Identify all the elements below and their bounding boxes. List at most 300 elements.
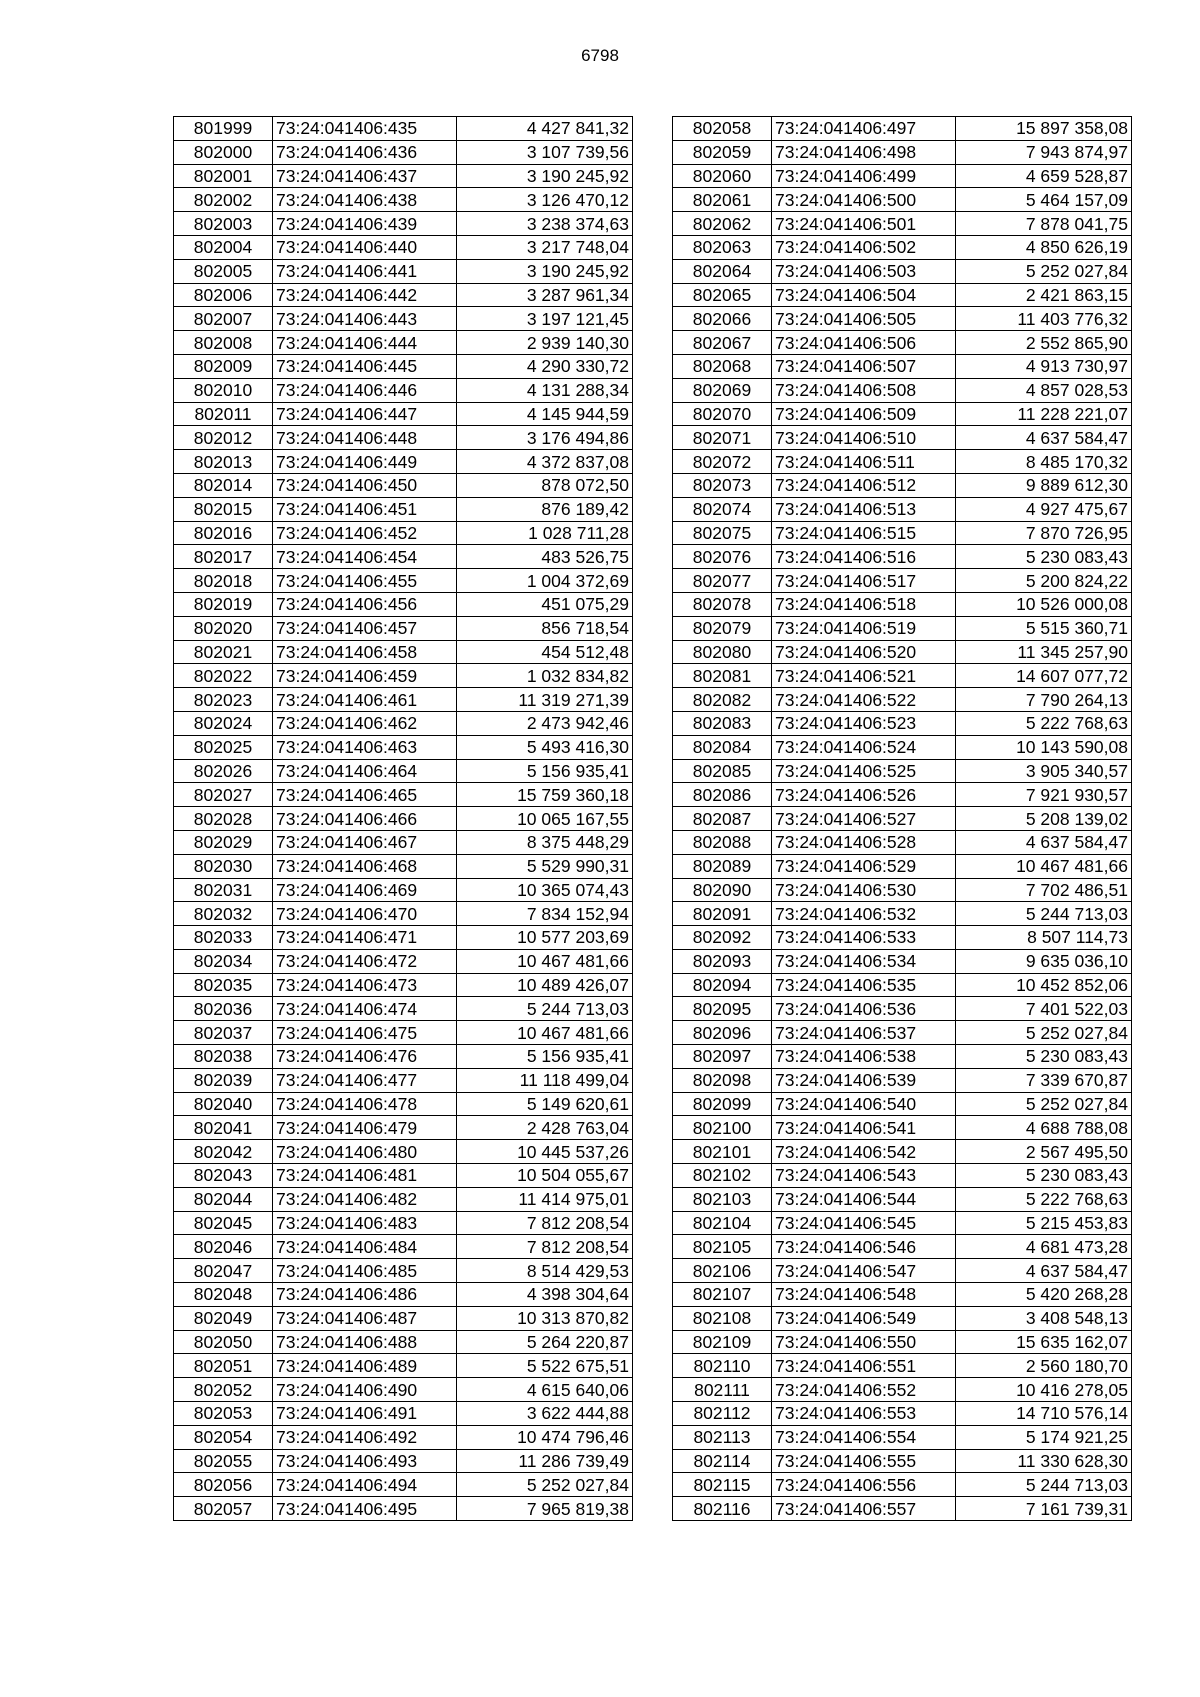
parcel-number-cell: 802035 <box>174 973 273 997</box>
table-row <box>174 926 633 950</box>
parcel-number-cell: 802018 <box>174 569 273 593</box>
parcel-number-cell: 802085 <box>673 759 772 783</box>
parcel-number-cell: 802015 <box>174 497 273 521</box>
table-row <box>673 164 1132 188</box>
value-cell: 5 156 935,41 <box>457 759 633 783</box>
table-row <box>174 783 633 807</box>
value-cell: 4 427 841,32 <box>457 117 633 141</box>
cadastral-number-cell: 73:24:041406:509 <box>772 402 956 426</box>
table-row <box>174 640 633 664</box>
value-cell: 7 812 208,54 <box>457 1211 633 1235</box>
value-cell: 10 365 074,43 <box>457 878 633 902</box>
value-cell: 5 493 416,30 <box>457 735 633 759</box>
value-cell: 3 176 494,86 <box>457 426 633 450</box>
parcel-number-cell: 802031 <box>174 878 273 902</box>
value-cell: 4 850 626,19 <box>956 235 1132 259</box>
value-cell: 4 637 584,47 <box>956 426 1132 450</box>
parcel-number-cell: 802057 <box>174 1497 273 1521</box>
cadastral-number-cell: 73:24:041406:544 <box>772 1187 956 1211</box>
cadastral-number-cell: 73:24:041406:466 <box>273 807 457 831</box>
cadastral-number-cell: 73:24:041406:502 <box>772 235 956 259</box>
value-cell: 856 718,54 <box>457 616 633 640</box>
table-row <box>174 1187 633 1211</box>
cadastral-number-cell: 73:24:041406:527 <box>772 807 956 831</box>
parcel-number-cell: 802080 <box>673 640 772 664</box>
value-cell: 10 577 203,69 <box>457 926 633 950</box>
cadastral-number-cell: 73:24:041406:556 <box>772 1473 956 1497</box>
cadastral-number-cell: 73:24:041406:440 <box>273 235 457 259</box>
parcel-number-cell: 802000 <box>174 140 273 164</box>
parcel-number-cell: 802016 <box>174 521 273 545</box>
parcel-number-cell: 802065 <box>673 283 772 307</box>
cadastral-number-cell: 73:24:041406:462 <box>273 711 457 735</box>
cadastral-number-cell: 73:24:041406:478 <box>273 1092 457 1116</box>
cadastral-number-cell: 73:24:041406:513 <box>772 497 956 521</box>
table-row <box>174 878 633 902</box>
table-row <box>673 1402 1132 1426</box>
parcel-number-cell: 802040 <box>174 1092 273 1116</box>
table-row <box>673 783 1132 807</box>
value-cell: 10 143 590,08 <box>956 735 1132 759</box>
parcel-number-cell: 802113 <box>673 1425 772 1449</box>
cadastral-number-cell: 73:24:041406:438 <box>273 188 457 212</box>
cadastral-number-cell: 73:24:041406:553 <box>772 1402 956 1426</box>
table-row <box>174 259 633 283</box>
parcel-number-cell: 802046 <box>174 1235 273 1259</box>
table-row <box>673 1187 1132 1211</box>
table-row <box>174 1497 633 1521</box>
cadastral-number-cell: 73:24:041406:508 <box>772 378 956 402</box>
value-cell: 5 252 027,84 <box>457 1473 633 1497</box>
cadastral-number-cell: 73:24:041406:488 <box>273 1330 457 1354</box>
table-row <box>673 1164 1132 1188</box>
table-row <box>174 140 633 164</box>
table-row <box>673 1306 1132 1330</box>
table-row <box>673 1473 1132 1497</box>
table-row <box>174 569 633 593</box>
table-row <box>673 1211 1132 1235</box>
table-row <box>174 1164 633 1188</box>
parcel-number-cell: 802033 <box>174 926 273 950</box>
parcel-number-cell: 802116 <box>673 1497 772 1521</box>
value-cell: 876 189,42 <box>457 497 633 521</box>
parcel-number-cell: 802064 <box>673 259 772 283</box>
parcel-number-cell: 802041 <box>174 1116 273 1140</box>
parcel-number-cell: 802078 <box>673 592 772 616</box>
table-row <box>174 902 633 926</box>
table-row <box>174 1354 633 1378</box>
parcel-number-cell: 802003 <box>174 212 273 236</box>
table-row <box>673 354 1132 378</box>
cadastral-number-cell: 73:24:041406:457 <box>273 616 457 640</box>
table-row <box>673 830 1132 854</box>
cadastral-number-cell: 73:24:041406:485 <box>273 1259 457 1283</box>
value-cell: 7 812 208,54 <box>457 1235 633 1259</box>
parcel-number-cell: 802093 <box>673 949 772 973</box>
value-cell: 11 228 221,07 <box>956 402 1132 426</box>
cadastral-number-cell: 73:24:041406:542 <box>772 1140 956 1164</box>
cadastral-number-cell: 73:24:041406:552 <box>772 1378 956 1402</box>
cadastral-number-cell: 73:24:041406:529 <box>772 854 956 878</box>
table-row <box>174 1259 633 1283</box>
value-cell: 4 637 584,47 <box>956 1259 1132 1283</box>
table-row <box>174 949 633 973</box>
parcel-number-cell: 802004 <box>174 235 273 259</box>
parcel-number-cell: 802023 <box>174 688 273 712</box>
table-row <box>673 473 1132 497</box>
value-cell: 8 485 170,32 <box>956 450 1132 474</box>
parcel-number-cell: 802094 <box>673 973 772 997</box>
table-row <box>174 497 633 521</box>
table-row <box>174 545 633 569</box>
value-cell: 14 607 077,72 <box>956 664 1132 688</box>
value-cell: 2 473 942,46 <box>457 711 633 735</box>
table-row <box>174 331 633 355</box>
cadastral-number-cell: 73:24:041406:461 <box>273 688 457 712</box>
value-cell: 5 464 157,09 <box>956 188 1132 212</box>
parcel-number-cell: 802088 <box>673 830 772 854</box>
cadastral-number-cell: 73:24:041406:522 <box>772 688 956 712</box>
table-row <box>174 854 633 878</box>
parcel-number-cell: 802052 <box>174 1378 273 1402</box>
table-row <box>174 1068 633 1092</box>
value-cell: 1 032 834,82 <box>457 664 633 688</box>
cadastral-number-cell: 73:24:041406:524 <box>772 735 956 759</box>
value-cell: 5 252 027,84 <box>956 1021 1132 1045</box>
parcel-number-cell: 802007 <box>174 307 273 331</box>
parcel-number-cell: 802034 <box>174 949 273 973</box>
value-cell: 3 622 444,88 <box>457 1402 633 1426</box>
parcel-number-cell: 802110 <box>673 1354 772 1378</box>
cadastral-number-cell: 73:24:041406:489 <box>273 1354 457 1378</box>
parcel-number-cell: 802070 <box>673 402 772 426</box>
parcel-number-cell: 802028 <box>174 807 273 831</box>
cadastral-number-cell: 73:24:041406:454 <box>273 545 457 569</box>
value-cell: 7 965 819,38 <box>457 1497 633 1521</box>
parcel-number-cell: 802090 <box>673 878 772 902</box>
table-row <box>673 807 1132 831</box>
value-cell: 3 238 374,63 <box>457 212 633 236</box>
cadastral-number-cell: 73:24:041406:510 <box>772 426 956 450</box>
value-cell: 15 897 358,08 <box>956 117 1132 141</box>
value-cell: 7 921 930,57 <box>956 783 1132 807</box>
table-row <box>673 426 1132 450</box>
cadastral-number-cell: 73:24:041406:499 <box>772 164 956 188</box>
parcel-number-cell: 802063 <box>673 235 772 259</box>
value-cell: 2 428 763,04 <box>457 1116 633 1140</box>
value-cell: 5 215 453,83 <box>956 1211 1132 1235</box>
table-row <box>174 1425 633 1449</box>
table-row <box>673 735 1132 759</box>
cadastral-number-cell: 73:24:041406:441 <box>273 259 457 283</box>
parcel-number-cell: 802048 <box>174 1283 273 1307</box>
cadastral-number-cell: 73:24:041406:516 <box>772 545 956 569</box>
cadastral-number-cell: 73:24:041406:479 <box>273 1116 457 1140</box>
data-table-left <box>173 116 633 1521</box>
cadastral-number-cell: 73:24:041406:480 <box>273 1140 457 1164</box>
cadastral-number-cell: 73:24:041406:446 <box>273 378 457 402</box>
parcel-number-cell: 802056 <box>174 1473 273 1497</box>
parcel-number-cell: 802081 <box>673 664 772 688</box>
table-row <box>673 688 1132 712</box>
cadastral-number-cell: 73:24:041406:445 <box>273 354 457 378</box>
value-cell: 7 943 874,97 <box>956 140 1132 164</box>
cadastral-number-cell: 73:24:041406:437 <box>273 164 457 188</box>
cadastral-number-cell: 73:24:041406:451 <box>273 497 457 521</box>
cadastral-number-cell: 73:24:041406:538 <box>772 1045 956 1069</box>
cadastral-number-cell: 73:24:041406:515 <box>772 521 956 545</box>
parcel-number-cell: 802011 <box>174 402 273 426</box>
table-row <box>174 188 633 212</box>
cadastral-number-cell: 73:24:041406:464 <box>273 759 457 783</box>
cadastral-number-cell: 73:24:041406:537 <box>772 1021 956 1045</box>
cadastral-number-cell: 73:24:041406:473 <box>273 973 457 997</box>
value-cell: 3 408 548,13 <box>956 1306 1132 1330</box>
value-cell: 2 552 865,90 <box>956 331 1132 355</box>
table-row <box>673 997 1132 1021</box>
cadastral-number-cell: 73:24:041406:475 <box>273 1021 457 1045</box>
parcel-number-cell: 802008 <box>174 331 273 355</box>
table-row <box>673 902 1132 926</box>
parcel-number-cell: 802025 <box>174 735 273 759</box>
value-cell: 3 217 748,04 <box>457 235 633 259</box>
parcel-number-cell: 802010 <box>174 378 273 402</box>
value-cell: 11 286 739,49 <box>457 1449 633 1473</box>
table-row <box>673 949 1132 973</box>
parcel-number-cell: 802074 <box>673 497 772 521</box>
parcel-number-cell: 802049 <box>174 1306 273 1330</box>
table-row <box>673 307 1132 331</box>
table-row <box>673 378 1132 402</box>
value-cell: 5 264 220,87 <box>457 1330 633 1354</box>
value-cell: 5 515 360,71 <box>956 616 1132 640</box>
value-cell: 3 905 340,57 <box>956 759 1132 783</box>
cadastral-number-cell: 73:24:041406:530 <box>772 878 956 902</box>
table-row <box>673 664 1132 688</box>
table-row <box>673 1259 1132 1283</box>
cadastral-number-cell: 73:24:041406:506 <box>772 331 956 355</box>
value-cell: 10 504 055,67 <box>457 1164 633 1188</box>
value-cell: 4 857 028,53 <box>956 378 1132 402</box>
value-cell: 878 072,50 <box>457 473 633 497</box>
value-cell: 10 467 481,66 <box>457 1021 633 1045</box>
table-row <box>673 497 1132 521</box>
value-cell: 8 507 114,73 <box>956 926 1132 950</box>
parcel-number-cell: 802096 <box>673 1021 772 1045</box>
table-row <box>673 616 1132 640</box>
cadastral-number-cell: 73:24:041406:498 <box>772 140 956 164</box>
value-cell: 5 200 824,22 <box>956 569 1132 593</box>
table-row <box>673 1378 1132 1402</box>
parcel-number-cell: 802029 <box>174 830 273 854</box>
value-cell: 10 489 426,07 <box>457 973 633 997</box>
value-cell: 10 313 870,82 <box>457 1306 633 1330</box>
parcel-number-cell: 802102 <box>673 1164 772 1188</box>
parcel-number-cell: 802053 <box>174 1402 273 1426</box>
table-row <box>673 592 1132 616</box>
value-cell: 1 004 372,69 <box>457 569 633 593</box>
cadastral-number-cell: 73:24:041406:526 <box>772 783 956 807</box>
parcel-number-cell: 802038 <box>174 1045 273 1069</box>
parcel-number-cell: 802101 <box>673 1140 772 1164</box>
value-cell: 483 526,75 <box>457 545 633 569</box>
cadastral-number-cell: 73:24:041406:481 <box>273 1164 457 1188</box>
value-cell: 15 635 162,07 <box>956 1330 1132 1354</box>
parcel-number-cell: 802012 <box>174 426 273 450</box>
cadastral-number-cell: 73:24:041406:476 <box>273 1045 457 1069</box>
cadastral-number-cell: 73:24:041406:491 <box>273 1402 457 1426</box>
cadastral-number-cell: 73:24:041406:540 <box>772 1092 956 1116</box>
cadastral-number-cell: 73:24:041406:444 <box>273 331 457 355</box>
cadastral-number-cell: 73:24:041406:465 <box>273 783 457 807</box>
cadastral-number-cell: 73:24:041406:539 <box>772 1068 956 1092</box>
parcel-number-cell: 802001 <box>174 164 273 188</box>
parcel-number-cell: 802097 <box>673 1045 772 1069</box>
parcel-number-cell: 802112 <box>673 1402 772 1426</box>
parcel-number-cell: 802005 <box>174 259 273 283</box>
value-cell: 5 149 620,61 <box>457 1092 633 1116</box>
parcel-number-cell: 802009 <box>174 354 273 378</box>
table-row <box>174 735 633 759</box>
value-cell: 7 339 670,87 <box>956 1068 1132 1092</box>
table-row <box>174 711 633 735</box>
cadastral-number-cell: 73:24:041406:555 <box>772 1449 956 1473</box>
table-row <box>673 973 1132 997</box>
value-cell: 4 688 788,08 <box>956 1116 1132 1140</box>
table-row <box>174 212 633 236</box>
value-cell: 10 445 537,26 <box>457 1140 633 1164</box>
cadastral-number-cell: 73:24:041406:472 <box>273 949 457 973</box>
parcel-number-cell: 802104 <box>673 1211 772 1235</box>
value-cell: 1 028 711,28 <box>457 521 633 545</box>
table-row <box>174 1306 633 1330</box>
cadastral-number-cell: 73:24:041406:490 <box>273 1378 457 1402</box>
cadastral-number-cell: 73:24:041406:500 <box>772 188 956 212</box>
parcel-number-cell: 802059 <box>673 140 772 164</box>
table-row <box>673 759 1132 783</box>
parcel-number-cell: 802054 <box>174 1425 273 1449</box>
value-cell: 5 529 990,31 <box>457 854 633 878</box>
cadastral-number-cell: 73:24:041406:459 <box>273 664 457 688</box>
cadastral-number-cell: 73:24:041406:521 <box>772 664 956 688</box>
table-row <box>174 1021 633 1045</box>
cadastral-number-cell: 73:24:041406:452 <box>273 521 457 545</box>
cadastral-number-cell: 73:24:041406:528 <box>772 830 956 854</box>
parcel-number-cell: 802021 <box>174 640 273 664</box>
cadastral-number-cell: 73:24:041406:505 <box>772 307 956 331</box>
cadastral-number-cell: 73:24:041406:439 <box>273 212 457 236</box>
table-row <box>174 997 633 1021</box>
value-cell: 8 514 429,53 <box>457 1259 633 1283</box>
value-cell: 11 330 628,30 <box>956 1449 1132 1473</box>
value-cell: 10 416 278,05 <box>956 1378 1132 1402</box>
cadastral-number-cell: 73:24:041406:449 <box>273 450 457 474</box>
cadastral-number-cell: 73:24:041406:550 <box>772 1330 956 1354</box>
table-row <box>174 378 633 402</box>
table-row <box>174 759 633 783</box>
value-cell: 5 230 083,43 <box>956 1045 1132 1069</box>
value-cell: 451 075,29 <box>457 592 633 616</box>
cadastral-number-cell: 73:24:041406:450 <box>273 473 457 497</box>
value-cell: 5 420 268,28 <box>956 1283 1132 1307</box>
table-row <box>174 688 633 712</box>
table-row <box>673 878 1132 902</box>
cadastral-number-cell: 73:24:041406:501 <box>772 212 956 236</box>
cadastral-number-cell: 73:24:041406:468 <box>273 854 457 878</box>
cadastral-number-cell: 73:24:041406:503 <box>772 259 956 283</box>
parcel-number-cell: 802095 <box>673 997 772 1021</box>
value-cell: 10 467 481,66 <box>457 949 633 973</box>
table-row <box>673 1092 1132 1116</box>
value-cell: 11 319 271,39 <box>457 688 633 712</box>
parcel-number-cell: 802042 <box>174 1140 273 1164</box>
parcel-number-cell: 802019 <box>174 592 273 616</box>
table-row <box>673 450 1132 474</box>
parcel-number-cell: 802026 <box>174 759 273 783</box>
parcel-number-cell: 802098 <box>673 1068 772 1092</box>
table-row <box>174 283 633 307</box>
table-row <box>174 973 633 997</box>
value-cell: 3 197 121,45 <box>457 307 633 331</box>
parcel-number-cell: 802058 <box>673 117 772 141</box>
cadastral-number-cell: 73:24:041406:443 <box>273 307 457 331</box>
parcel-number-cell: 802047 <box>174 1259 273 1283</box>
table-row <box>174 1235 633 1259</box>
table-row <box>174 1473 633 1497</box>
value-cell: 3 107 739,56 <box>457 140 633 164</box>
table-row <box>673 926 1132 950</box>
cadastral-number-cell: 73:24:041406:447 <box>273 402 457 426</box>
cadastral-number-cell: 73:24:041406:557 <box>772 1497 956 1521</box>
parcel-number-cell: 802017 <box>174 545 273 569</box>
parcel-number-cell: 802024 <box>174 711 273 735</box>
table-row <box>673 1497 1132 1521</box>
parcel-number-cell: 802039 <box>174 1068 273 1092</box>
value-cell: 11 118 499,04 <box>457 1068 633 1092</box>
cadastral-number-cell: 73:24:041406:469 <box>273 878 457 902</box>
cadastral-number-cell: 73:24:041406:442 <box>273 283 457 307</box>
table-row <box>174 1045 633 1069</box>
value-cell: 5 244 713,03 <box>457 997 633 1021</box>
parcel-number-cell: 802068 <box>673 354 772 378</box>
table-row <box>673 1449 1132 1473</box>
table-row <box>174 1330 633 1354</box>
table-row <box>673 545 1132 569</box>
table-row <box>174 1378 633 1402</box>
cadastral-number-cell: 73:24:041406:495 <box>273 1497 457 1521</box>
cadastral-number-cell: 73:24:041406:487 <box>273 1306 457 1330</box>
table-row <box>174 1140 633 1164</box>
parcel-number-cell: 802082 <box>673 688 772 712</box>
parcel-number-cell: 802089 <box>673 854 772 878</box>
parcel-number-cell: 802014 <box>174 473 273 497</box>
value-cell: 5 222 768,63 <box>956 1187 1132 1211</box>
table-row <box>174 521 633 545</box>
cadastral-number-cell: 73:24:041406:549 <box>772 1306 956 1330</box>
value-cell: 5 244 713,03 <box>956 902 1132 926</box>
parcel-number-cell: 802115 <box>673 1473 772 1497</box>
parcel-number-cell: 802099 <box>673 1092 772 1116</box>
parcel-number-cell: 802061 <box>673 188 772 212</box>
table-row <box>174 117 633 141</box>
cadastral-number-cell: 73:24:041406:523 <box>772 711 956 735</box>
data-table-right <box>672 116 1132 1521</box>
parcel-number-cell: 802100 <box>673 1116 772 1140</box>
value-cell: 3 190 245,92 <box>457 259 633 283</box>
value-cell: 10 452 852,06 <box>956 973 1132 997</box>
cadastral-number-cell: 73:24:041406:494 <box>273 1473 457 1497</box>
cadastral-number-cell: 73:24:041406:545 <box>772 1211 956 1235</box>
